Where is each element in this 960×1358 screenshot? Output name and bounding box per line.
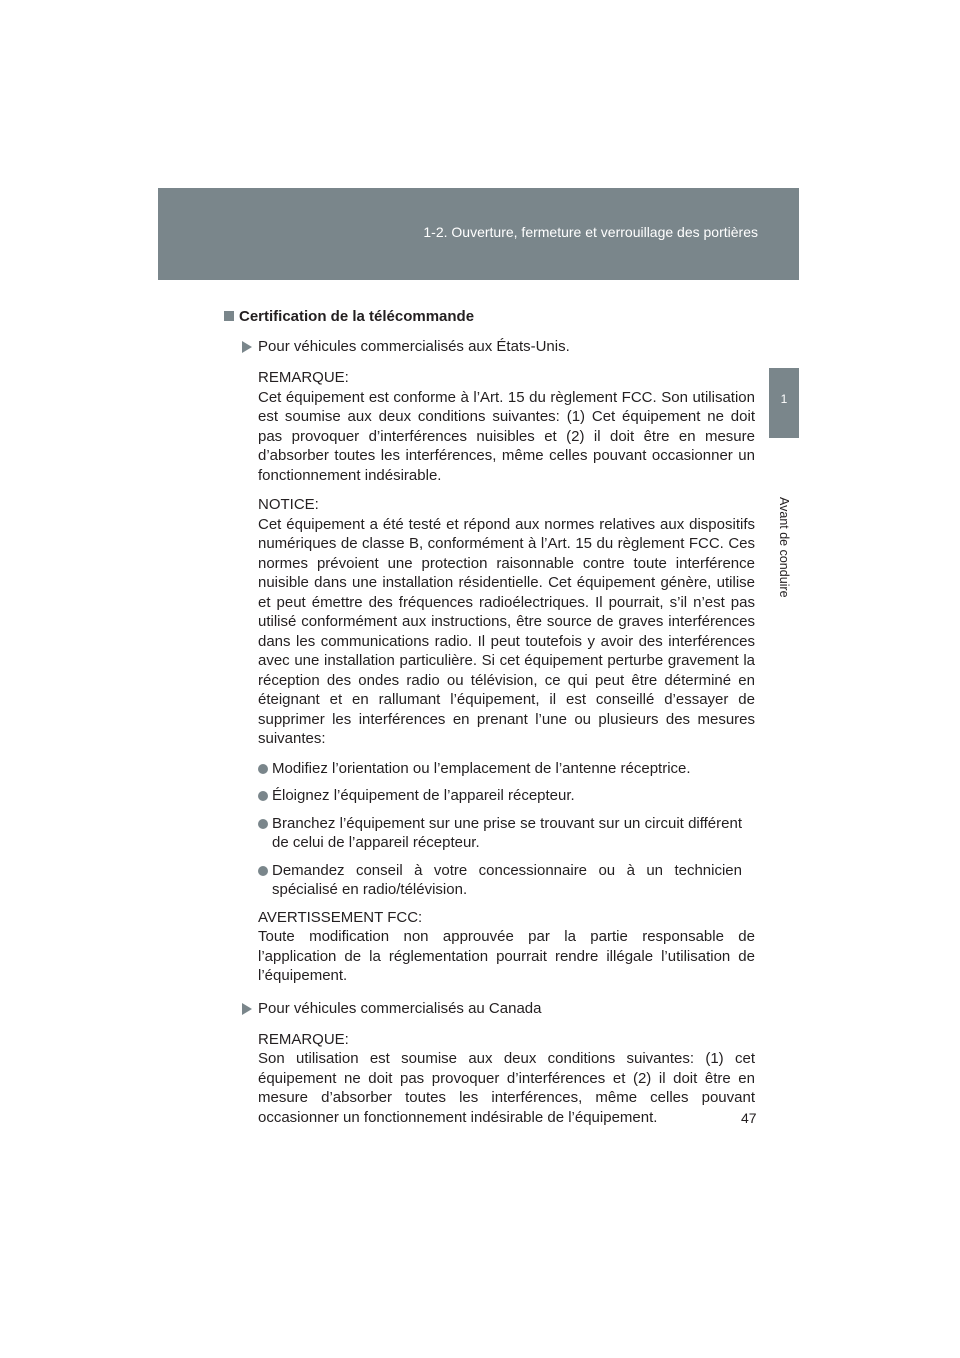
usa-remarque-label: REMARQUE: bbox=[258, 369, 349, 386]
canada-remarque bbox=[258, 1030, 755, 1128]
canada-heading bbox=[240, 996, 755, 1022]
chapter-tab bbox=[769, 368, 799, 438]
usa-remarque bbox=[258, 368, 755, 485]
triangle-arrow-icon bbox=[242, 341, 252, 353]
square-bullet-icon bbox=[224, 311, 234, 321]
triangle-arrow-icon bbox=[242, 1003, 252, 1015]
main-content bbox=[224, 304, 755, 1137]
usa-notice-text: Cet équipement a été testé et répond aux normes relatives aux dispositifs numériques de classe B, conformément à l’Art. 15 du règlement FCC. Ces normes prévoient une protection raisonnable contre toute interférence nuisible dans une installation résidentielle. Cet équipement génère, utilise et peut émettre des fréquences radioélectriques. Il pourrait, s’il n’est pas utilisé conformément aux instructions, être source de graves interférences dans les communications radio. Il peut toutefois y avoir des interférences avec une installation particulière. Si cet équipement perturbe gravement la réception des ondes radio ou télévision, ce qui peut être déterminé en éteignant et en rallumant l’équipement, il est conseillé d’essayer de supprimer les interférences en prenant l’une ou plusieurs des mesures suivantes: bbox=[258, 515, 755, 747]
list-item bbox=[258, 759, 742, 779]
list-item bbox=[258, 786, 742, 806]
usa-warning-text: Toute modification non approuvée par la partie responsable de l’application de la réglementation pourrait rendre illégale l’utilisation de l’équipement. bbox=[258, 928, 755, 984]
list-item bbox=[258, 861, 742, 900]
usa-warning-label: AVERTISSEMENT FCC: bbox=[258, 908, 423, 926]
canada-heading-text: Pour véhicules commercialisés au Canada bbox=[258, 999, 542, 1017]
list-item-text: Modifiez l’orientation ou l’emplacement de l’antenne réceptrice. bbox=[272, 759, 691, 777]
section-title: Certification de la télécommande bbox=[239, 308, 475, 325]
usa-notice bbox=[258, 495, 755, 749]
header-section-title: 1-2. Ouverture, fermeture et verrouillage des portières bbox=[423, 224, 758, 240]
chapter-label: Avant de conduire bbox=[777, 497, 791, 598]
page-number: 47 bbox=[741, 1110, 757, 1126]
list-item bbox=[258, 814, 742, 853]
section-heading bbox=[224, 304, 755, 330]
list-item-text: Éloignez l’équipement de l’appareil récepteur. bbox=[272, 787, 575, 804]
usa-remarque-text: Cet équipement est conforme à l’Art. 15 du règlement FCC. Son utilisation est soumise aux deux conditions suivantes: (1) Cet équipement ne doit pas provoquer d’interférences nuisibles et (2) il doit être en mesure d’absorber toutes les interférences, même celles pouvant occasionner un fonctionnement indésirable. bbox=[258, 388, 755, 484]
chapter-tab-number: 1 bbox=[780, 392, 788, 406]
canada-remarque-label: REMARQUE: bbox=[258, 1030, 349, 1048]
usa-warning bbox=[258, 908, 755, 986]
circle-bullet-icon bbox=[258, 819, 268, 829]
circle-bullet-icon bbox=[258, 764, 268, 774]
circle-bullet-icon bbox=[258, 866, 268, 876]
usa-heading-text: Pour véhicules commercialisés aux États-Unis. bbox=[258, 338, 570, 355]
usa-notice-label: NOTICE: bbox=[258, 496, 319, 513]
circle-bullet-icon bbox=[258, 791, 268, 801]
canada-remarque-text: Son utilisation est soumise aux deux conditions suivantes: (1) cet équipement ne doit pas provoquer d’interférences et (2) il doit être en mesure d’absorber toutes les interférences, même celles pouvant occasionner un fonctionnement indésirable de l’équipement. bbox=[258, 1050, 755, 1126]
usa-heading bbox=[240, 334, 755, 360]
list-item-text: Demandez conseil à votre concessionnaire ou à un technicien spécialisé en radio/télévision. bbox=[272, 861, 742, 898]
list-item-text: Branchez l’équipement sur une prise se trouvant sur un circuit différent de celui de l’appareil récepteur. bbox=[272, 814, 742, 851]
header-bar bbox=[158, 188, 799, 280]
